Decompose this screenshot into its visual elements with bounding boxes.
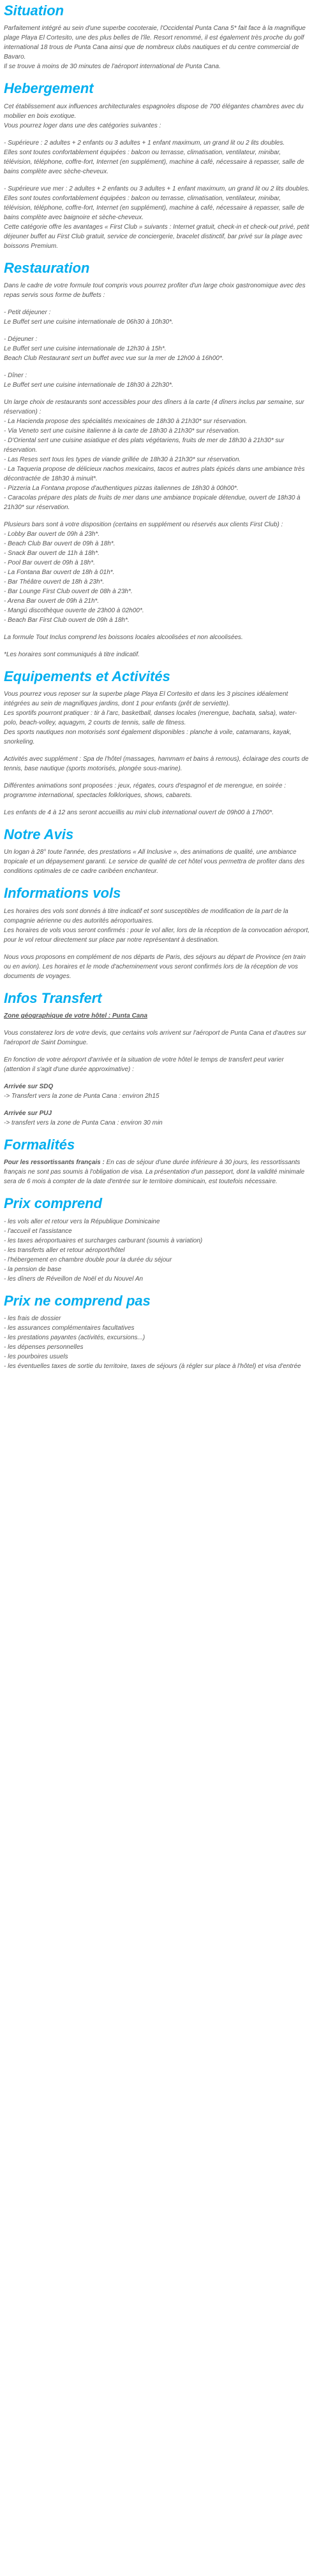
section-title: Equipements et Activités — [4, 668, 170, 684]
section-body — [4, 1314, 310, 1371]
paragraph: Nous vous proposons en complément de nos départs de Paris, des séjours au départ de Province (en train ou en avion). Les horaires et le mode d'acheminement vous seront confirmés lors de la réception de vos documents de voyages. — [4, 953, 306, 980]
paragraph: Dans le cadre de votre formule tout compris vous pourrez profiter d'un large choix gastronomique avec des repas servis sous forme de buffets : — [4, 282, 306, 299]
paragraph: *Les horaires sont communiqués à titre indicatif. — [4, 651, 140, 658]
section-title: Infos Transfert — [4, 989, 102, 1006]
section-title: Hebergement — [4, 80, 94, 97]
section-prix-comprend — [4, 1195, 310, 1283]
paragraph-text: -> Transfert vers la zone de Punta Cana : environ 2h15 — [4, 1093, 160, 1100]
section-body — [4, 281, 310, 659]
section-title: Restauration — [4, 259, 90, 276]
section-body — [4, 102, 310, 251]
section-hebergement — [4, 80, 310, 250]
paragraph — [4, 1109, 310, 1128]
section-body — [4, 24, 310, 71]
section-title: Situation — [4, 3, 64, 18]
section-body — [4, 1217, 310, 1284]
paragraph: - Supérieure vue mer : 2 adultes + 2 enfants ou 3 adultes + 1 enfant maximum, un grand lit ou 2 lits doubles. Elles sont toutes confortablement équipées : balcon ou terrasse, climatisation, ventilateur, minibar, télévision, téléphone, coffre-fort, Internet (en supplément), machine à café, nécessaire à repasser, salle de bains complète avec baignoire et sèche-cheveux. Cette catégorie offre les avantages « First Club » suivants : Internet gratuit, check-in et check-out privé, petit déjeuner buffet au First Club gratuit, service de conciergerie, bracelet distinctif, bar privé sur la plage avec boissons Premium. — [4, 185, 310, 250]
paragraph: Les enfants de 4 à 12 ans seront accueillis au mini club international ouvert de 09h00 à 17h00*. — [4, 809, 274, 817]
section-body — [4, 1158, 310, 1186]
paragraph — [4, 1158, 310, 1186]
section-restauration — [4, 260, 310, 659]
section-formalit-s — [4, 1137, 310, 1186]
paragraph: En fonction de votre aéroport d'arrivée et la situation de votre hôtel le temps de transfert peut varier (attention il s'agit d'une durée approximative) : — [4, 1056, 284, 1074]
paragraph: Les horaires des vols sont donnés à titre indicatif et sont susceptibles de modification de la part de la compagnie aérienne ou des autorités aéroportuaires. Les horaires de vols vous seront confirmés : pour le vol aller, lors de la réception de la convocation aéroport, pour le vol retour directement sur place par notre représentant à destination. — [4, 907, 310, 944]
paragraph: - Petit déjeuner : Le Buffet sert une cuisine internationale de 06h30 à 10h30*. — [4, 308, 174, 326]
paragraph: Parfaitement intégré au sein d'une superbe cocoteraie, l'Occidental Punta Cana 5* fait face à la magnifique plage Playa El Cortesito, une des plus belles de l'île. Resort renommé, il est également très proche du golf international 18 trous de Punta Cana ainsi que de nombreux clubs nautiques et du centre commercial de Bavaro. Il se trouve à moins de 30 minutes de l'aéroport international de Punta Cana. — [4, 25, 306, 71]
paragraph: Vous constaterez lors de votre devis, que certains vols arrivent sur l'aéroport de Punta Cana et d'autres sur l'aéroport de Saint Domingue. — [4, 1030, 306, 1047]
paragraph: Plusieurs bars sont à votre disposition (certains en supplément ou réservés aux clients First Club) : - Lobby Bar ouvert de 09h à 23h*. - Beach Club Bar ouvert de 09h à 18h*. - Snack Bar ouvert de 11h à 18h*. - Pool Bar ouvert de 09h à 18h*. - La Fontana Bar ouvert de 18h à 01h*. - Bar Théâtre ouvert de 18h à 23h*. - Bar Lounge First Club ouvert de 08h à 23h*. - Arena Bar ouvert de 09h à 21h*. - Mangú discothèque ouverte de 23h00 à 02h00*. - Beach Bar First Club ouvert de 09h à 18h*. — [4, 521, 283, 624]
paragraph-lead: Pour les ressortissants français : — [4, 1159, 105, 1167]
paragraph: Vous pourrez vous reposer sur la superbe plage Playa El Cortesito et dans les 3 piscines idéalement intégrées au sein de magnifiques jardins, dont 1 pour enfants (prêt de serviette). Les sportifs pourront pratiquer : tir à l'arc, basketball, danses locales (merengue, bachata, salsa), water-polo, beach-volley, aquagym, 2 courts de tennis, salle de fitness. Des sports nautiques non motorisés sont également disponibles : planche à voile, catamarans, kayak, snorkeling. — [4, 691, 297, 746]
paragraph: Cet établissement aux influences architecturales espagnoles dispose de 700 élégantes chambres avec du mobilier en bois exotique. Vous pourrez loger dans une des catégories suivantes : — [4, 103, 304, 129]
section-title: Prix ne comprend pas — [4, 1292, 151, 1309]
section-body — [4, 1011, 310, 1128]
paragraph-lead: Arrivée sur PUJ — [4, 1110, 52, 1118]
paragraph: - Supérieure : 2 adultes + 2 enfants ou 3 adultes + 1 enfant maximum, un grand lit ou 2 lits doubles. Elles sont toutes confortablement équipées : balcon ou terrasse, climatisation, ventilateur, minibar, télévision, téléphone, coffre-fort, Internet (en supplément), machine à café, nécessaire à repasser, salle de bains complète avec sèche-cheveux. — [4, 139, 304, 175]
paragraph: Différentes animations sont proposées : jeux, régates, cours d'espagnol et de merengue, en soirée : programme international, spectacles folkloriques, shows, cabarets. — [4, 782, 286, 800]
section-prix-ne-comprend-pas — [4, 1293, 310, 1371]
section-body — [4, 689, 310, 817]
paragraph: Activités avec supplément : Spa de l'hôtel (massages, hammam et bains à remous), éclairage des courts de tennis, base nautique (sports motorisés, plongée sous-marine). — [4, 756, 309, 773]
paragraph — [4, 1082, 310, 1101]
section-body — [4, 907, 310, 981]
paragraph: Zone géographique de votre hôtel : Punta Cana — [4, 1012, 148, 1020]
paragraph-text: En cas de séjour d'une durée inférieure à 30 jours, les ressortissants français ne sont pas soumis à l'obligation de visa. La présentation d'un passeport, dont la validité minimale sera de 6 mois à compter de la date d'entrée sur le territoire dominicain, est toutefois nécessaire. — [4, 1159, 305, 1186]
section-title: Informations vols — [4, 885, 121, 902]
paragraph: Un large choix de restaurants sont accessibles pour des dîners à la carte (4 dîners inclus par semaine, sur réservation) : - La Hacienda propose des spécialités mexicaines de 18h30 à 21h30* sur réservation. - Via Veneto sert une cuisine italienne à la carte de 18h30 à 21h30* sur réservation. - D'Oriental sert une cuisine asiatique et des plats végétariens, fruits de mer de 18h30 à 21h30* sur réservation. - Las Reses sert tous les types de viande grillée de 18h30 à 21h30* sur réservation. - La Taqueria propose de délicieux nachos mexicains, tacos et autres plats épicés dans une ambiance très décontractée de 18h30 à minuit*. - Pizzeria La Fontana propose d'authentiques pizzas italiennes de 18h30 à 00h00*. - Caracolas prépare des plats de fruits de mer dans une ambiance tropicale détendue, ouvert de 18h30 à 21h30* sur réservation. — [4, 398, 305, 511]
section-title: Prix comprend — [4, 1195, 103, 1212]
section-situation — [4, 3, 310, 71]
section-equipements-et-activit-s — [4, 668, 310, 817]
paragraph-lead: Arrivée sur SDQ — [4, 1083, 54, 1091]
section-informations-vols — [4, 885, 310, 981]
paragraph: - Déjeuner : Le Buffet sert une cuisine internationale de 12h30 à 15h*. Beach Club Restaurant sert un buffet avec vue sur la mer de 12h00 à 16h00*. — [4, 335, 224, 362]
paragraph: - Dîner : Le Buffet sert une cuisine internationale de 18h30 à 22h30*. — [4, 371, 174, 389]
section-title: Formalités — [4, 1137, 75, 1153]
section-title: Notre Avis — [4, 826, 74, 843]
paragraph-text: -> transfert vers la zone de Punta Cana : environ 30 min — [4, 1119, 163, 1127]
paragraph: - les frais de dossier - les assurances complémentaires facultatives - les prestations payantes (activités, excursions...) - les dépenses personnelles - les pourboires usuels - les éventuelles taxes de sortie du territoire, taxes de séjours (à régler sur place à l'hôtel) et visa d'entrée — [4, 1314, 301, 1370]
paragraph: - les vols aller et retour vers la République Dominicaine - l'accueil et l'assistance - les taxes aéroportuaires et surcharges carburant (soumis à variation) - les transferts aller et retour aéroport/hôtel - l'hébergement en chambre double pour la durée du séjour - la pension de base - les dîners de Réveillon de Noël et du Nouvel An — [4, 1218, 203, 1283]
paragraph: La formule Tout Inclus comprend les boissons locales alcoolisées et non alcoolisées. — [4, 633, 243, 641]
paragraph: Un logan à 28° toute l'année, des prestations « All Inclusive », des animations de qualité, une ambiance tropicale et un dépaysement garanti. Le service de qualité de cet hôtel vous permettra de profiter dans des conditions optimales de ce cadre caribéen enchanteur. — [4, 849, 305, 875]
section-body — [4, 847, 310, 876]
section-notre-avis — [4, 826, 310, 876]
section-infos-transfert — [4, 990, 310, 1128]
